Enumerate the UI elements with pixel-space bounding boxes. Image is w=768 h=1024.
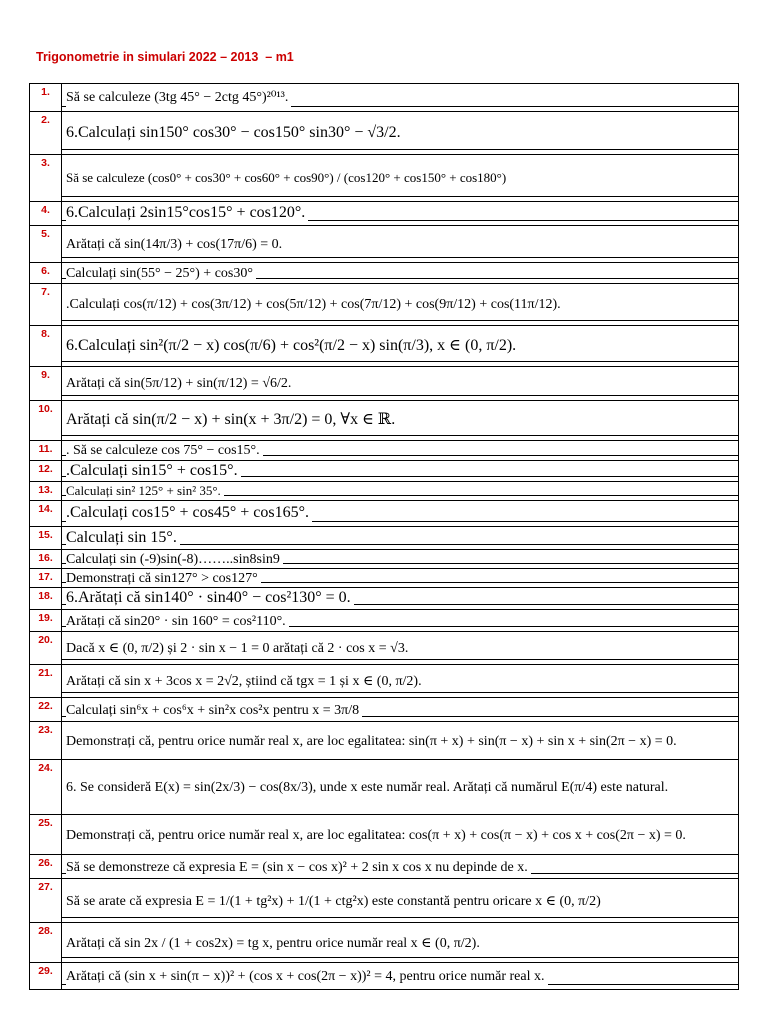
problem-statement: Arătați că sin(5π/12) + sin(π/12) = √6/2. xyxy=(62,367,739,401)
table-row xyxy=(30,963,739,990)
table-row xyxy=(30,550,739,569)
problem-number: 6. xyxy=(30,263,62,284)
problem-number: 11. xyxy=(30,441,62,461)
problem-number: 3. xyxy=(30,155,62,202)
problem-statement: .Calculați cos15° + cos45° + cos165°. xyxy=(62,501,739,527)
problem-statement: Să se calculeze (3tg 45° − 2ctg 45°)²⁰¹³. xyxy=(62,84,739,112)
table-row xyxy=(30,367,739,401)
problem-statement: Arătați că (sin x + sin(π − x))² + (cos x + cos(2π − x))² = 4, pentru orice număr real x. xyxy=(62,963,739,990)
problem-statement: Calculați sin(55° − 25°) + cos30° xyxy=(62,263,739,284)
table-row xyxy=(30,879,739,923)
problem-number: 24. xyxy=(30,760,62,815)
answer-line xyxy=(62,257,738,258)
answer-line xyxy=(62,435,738,436)
table-row xyxy=(30,588,739,610)
problem-statement: Arătați că sin(14π/3) + cos(17π/6) = 0. xyxy=(62,226,739,263)
table-row xyxy=(30,226,739,263)
answer-line xyxy=(62,149,738,150)
table-row xyxy=(30,401,739,441)
problem-statement: Arătați că sin x + 3cos x = 2√2, știind că tgx = 1 și x ∈ (0, π/2). xyxy=(62,665,739,698)
table-row xyxy=(30,482,739,501)
problem-statement: 6.Calculați sin²(π/2 − x) cos(π/6) + cos²(π/2 − x) sin(π/3), x ∈ (0, π/2). xyxy=(62,326,739,367)
problem-number: 25. xyxy=(30,815,62,855)
table-row xyxy=(30,610,739,632)
problem-number: 4. xyxy=(30,202,62,226)
problem-number: 9. xyxy=(30,367,62,401)
problem-number: 27. xyxy=(30,879,62,923)
problem-statement: Demonstrați că, pentru orice număr real x, are loc egalitatea: cos(π + x) + cos(π − x) + cos x + cos(2π − x) = 0. xyxy=(62,815,739,855)
problem-statement: 6.Calculați 2sin15°cos15° + cos120°. xyxy=(62,202,739,226)
problem-number: 21. xyxy=(30,665,62,698)
table-row xyxy=(30,855,739,879)
problem-statement: Arătați că sin(π/2 − x) + sin(x + 3π/2) = 0, ∀x ∈ ℝ. xyxy=(62,401,739,441)
problem-statement: .Calculați cos(π/12) + cos(3π/12) + cos(5π/12) + cos(7π/12) + cos(9π/12) + cos(11π/12). xyxy=(62,284,739,326)
problem-number: 14. xyxy=(30,501,62,527)
problem-statement: . Să se calculeze cos 75° − cos15°. xyxy=(62,441,739,461)
table-row xyxy=(30,632,739,665)
table-row xyxy=(30,326,739,367)
table-row xyxy=(30,112,739,155)
answer-line xyxy=(62,196,738,197)
problem-statement: Calculați sin² 125° + sin² 35°. xyxy=(62,482,739,501)
table-row xyxy=(30,665,739,698)
problem-number: 12. xyxy=(30,461,62,482)
problem-number: 20. xyxy=(30,632,62,665)
table-row xyxy=(30,155,739,202)
answer-line xyxy=(62,320,738,321)
document-title: Trigonometrie in simulari 2022 – 2013 – m1 xyxy=(36,50,294,64)
problem-statement: Demonstrați că sin127° > cos127° xyxy=(62,569,739,588)
table-row xyxy=(30,461,739,482)
table-row xyxy=(30,527,739,550)
table-row xyxy=(30,815,739,855)
problem-number: 5. xyxy=(30,226,62,263)
problem-number: 18. xyxy=(30,588,62,610)
problem-statement: Să se arate că expresia E = 1/(1 + tg²x) + 1/(1 + ctg²x) este constantă pentru oricare x ∈ (0, π/2) xyxy=(62,879,739,923)
table-row xyxy=(30,760,739,815)
answer-line xyxy=(62,957,738,958)
problem-number: 28. xyxy=(30,923,62,963)
problem-number: 7. xyxy=(30,284,62,326)
answer-line xyxy=(62,361,738,362)
problem-number: 13. xyxy=(30,482,62,501)
problem-number: 26. xyxy=(30,855,62,879)
problem-number: 16. xyxy=(30,550,62,569)
problems-table xyxy=(29,83,739,990)
problem-statement: Calculați sin⁶x + cos⁶x + sin²x cos²x pentru x = 3π/8 xyxy=(62,698,739,722)
table-row xyxy=(30,202,739,226)
table-row xyxy=(30,284,739,326)
problem-number: 1. xyxy=(30,84,62,112)
problem-statement: Calculați sin (-9)sin(-8)……..sin8sin9 xyxy=(62,550,739,569)
problem-number: 23. xyxy=(30,722,62,760)
answer-line xyxy=(62,659,738,660)
problem-number: 19. xyxy=(30,610,62,632)
problem-number: 29. xyxy=(30,963,62,990)
problem-number: 2. xyxy=(30,112,62,155)
problem-statement: Demonstrați că, pentru orice număr real x, are loc egalitatea: sin(π + x) + sin(π − x) + sin x + sin(2π − x) = 0. xyxy=(62,722,739,760)
problem-statement: .Calculați sin15° + cos15°. xyxy=(62,461,739,482)
answer-line xyxy=(62,692,738,693)
table-row xyxy=(30,569,739,588)
table-row xyxy=(30,923,739,963)
table-row xyxy=(30,263,739,284)
problem-number: 22. xyxy=(30,698,62,722)
answer-line xyxy=(62,917,738,918)
problem-statement: Să se calculeze (cos0° + cos30° + cos60° + cos90°) / (cos120° + cos150° + cos180°) xyxy=(62,155,739,202)
table-row xyxy=(30,698,739,722)
problem-number: 15. xyxy=(30,527,62,550)
problem-statement: Calculați sin 15°. xyxy=(62,527,739,550)
table-row xyxy=(30,84,739,112)
problem-statement: Arătați că sin 2x / (1 + cos2x) = tg x, pentru orice număr real x ∈ (0, π/2). xyxy=(62,923,739,963)
problem-statement: 6.Arătați că sin140° · sin40° − cos²130° = 0. xyxy=(62,588,739,610)
table-row xyxy=(30,501,739,527)
problem-number: 8. xyxy=(30,326,62,367)
problem-number: 17. xyxy=(30,569,62,588)
answer-line xyxy=(62,395,738,396)
problem-statement: Arătați că sin20° · sin 160° = cos²110°. xyxy=(62,610,739,632)
problem-statement: 6.Calculați sin150° cos30° − cos150° sin30° − √3/2. xyxy=(62,112,739,155)
problem-number: 10. xyxy=(30,401,62,441)
table-row xyxy=(30,441,739,461)
problem-statement: Dacă x ∈ (0, π/2) și 2 · sin x − 1 = 0 arătați că 2 · cos x = √3. xyxy=(62,632,739,665)
problem-statement: Să se demonstreze că expresia E = (sin x − cos x)² + 2 sin x cos x nu depinde de x. xyxy=(62,855,739,879)
problem-statement: 6. Se consideră E(x) = sin(2x/3) − cos(8x/3), unde x este număr real. Arătați că numărul E(π/4) este natural. xyxy=(62,760,739,815)
table-row xyxy=(30,722,739,760)
